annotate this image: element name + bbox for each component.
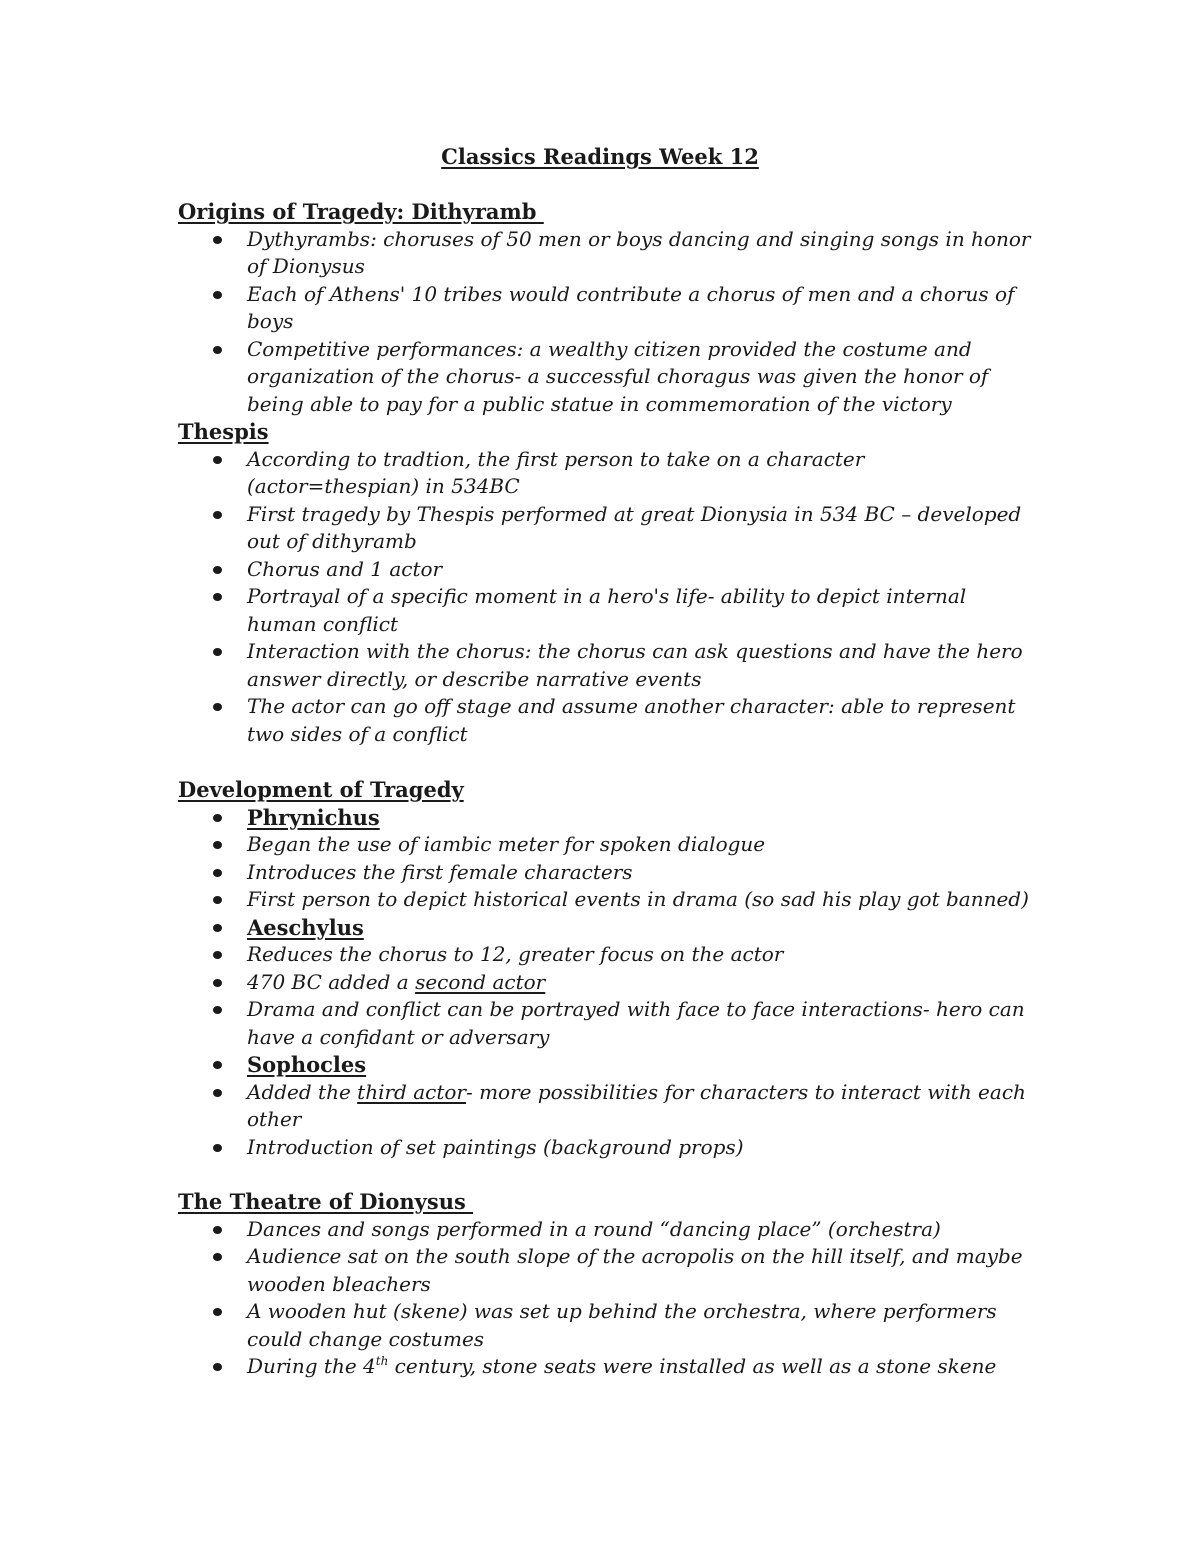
bullet-icon [213,869,222,877]
list-item: Dances and songs performed in a round “dancing place” (orchestra) [178,1216,1038,1244]
bullet-icon [213,456,222,464]
list-item: First person to depict historical events in drama (so sad his play got banned) [178,886,1038,914]
list-item: Introduction of set paintings (background props) [178,1134,1038,1162]
list-item: Began the use of iambic meter for spoken dialogue [178,831,1038,859]
bullet-icon [213,1253,222,1261]
bullet-icon [213,291,222,299]
bullet-list [178,804,1038,1162]
underlined-term: second actor [415,969,546,994]
subheading-sophocles: Sophocles [178,1051,1038,1079]
list-item: First tragedy by Thespis performed at great Dionysia in 534 BC – developed out of dithyramb [178,501,1038,556]
bullet-icon [213,1006,222,1014]
bullet-icon [213,841,222,849]
section-thespis [178,418,1038,748]
section-theatre-of-dionysus [178,1188,1038,1381]
list-item: A wooden hut (skene) was set up behind the orchestra, where performers could change costumes [178,1298,1038,1353]
bullet-list [178,446,1038,749]
list-item: Drama and conflict can be portrayed with face to face interactions- hero can have a confidant or adversary [178,996,1038,1051]
list-item: 470 BC added a second actor [178,969,1038,997]
bullet-icon [213,593,222,601]
section-heading: Development of Tragedy [178,777,464,802]
list-item: Chorus and 1 actor [178,556,1038,584]
bullet-list [178,1216,1038,1381]
list-item: Reduces the chorus to 12, greater focus on the actor [178,941,1038,969]
bullet-icon [213,648,222,656]
bullet-icon [213,1226,222,1234]
bullet-icon [213,346,222,354]
list-item: Introduces the first female characters [178,859,1038,887]
list-item: Portrayal of a specific moment in a hero's life- ability to depict internal human conflict [178,583,1038,638]
list-item: Dythyrambs: choruses of 50 men or boys dancing and singing songs in honor of Dionysus [178,226,1038,281]
bullet-icon [213,1089,222,1097]
bullet-icon [213,1061,222,1069]
section-development-of-tragedy [178,776,1038,1161]
section-heading: The Theatre of Dionysus [178,1189,474,1214]
bullet-icon [213,951,222,959]
list-item: Competitive performances: a wealthy citizen provided the costume and organization of the chorus- a successful choragus was given the honor of being able to pay for a public statue in commemoration of the victory [178,336,1038,419]
list-item: During the 4th century, stone seats were installed as well as a stone skene [178,1353,1038,1381]
bullet-icon [213,511,222,519]
section-heading: Origins of Tragedy: Dithyramb [178,199,544,224]
bullet-icon [213,979,222,987]
subheading-phrynichus: Phrynichus [178,804,1038,832]
bullet-icon [213,1363,222,1371]
list-item: According to tradtion, the first person to take on a character (actor=thespian) in 534BC [178,446,1038,501]
bullet-icon [213,896,222,904]
section-heading: Thespis [178,419,269,444]
list-item: Each of Athens' 10 tribes would contribute a chorus of men and a chorus of boys [178,281,1038,336]
bullet-icon [213,703,222,711]
bullet-list [178,226,1038,419]
bullet-icon [213,1308,222,1316]
list-item: Interaction with the chorus: the chorus can ask questions and have the hero answer directly, or describe narrative events [178,638,1038,693]
bullet-icon [213,1144,222,1152]
subheading-aeschylus: Aeschylus [178,914,1038,942]
bullet-icon [213,924,222,932]
list-item: Added the third actor- more possibilities for characters to interact with each other [178,1079,1038,1134]
section-origins-of-tragedy [178,198,1038,418]
list-item: The actor can go off stage and assume another character: able to represent two sides of a conflict [178,693,1038,748]
page-title: Classics Readings Week 12 [441,144,759,169]
list-item: Audience sat on the south slope of the acropolis on the hill itself, and maybe wooden bleachers [178,1243,1038,1298]
bullet-icon [213,814,222,822]
bullet-icon [213,566,222,574]
bullet-icon [213,236,222,244]
underlined-term: third actor [357,1079,466,1104]
